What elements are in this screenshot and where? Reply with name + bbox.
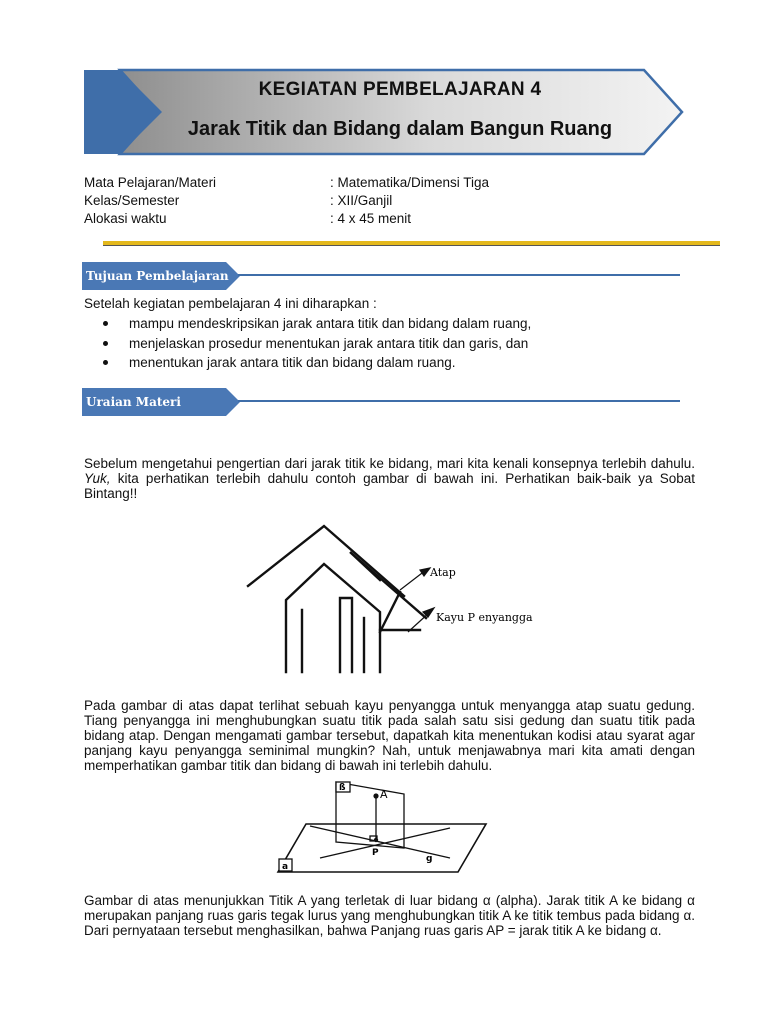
bullet-icon bbox=[103, 321, 108, 326]
paragraph-definition: Gambar di atas menunjukkan Titik A yang terletak di luar bidang α (alpha). Jarak titik A ke bidang α merupakan panjang ruas garis tegak lurus yang menghubungkan titik A ke titik tembus pada bidang α. Dari pernyataan tersebut menghasilkan, bahwa Panjang ruas garis AP = jarak titik A ke bidang α. bbox=[84, 893, 695, 938]
bullet-icon bbox=[103, 341, 108, 346]
paragraph-roof-explanation: Pada gambar di atas dapat terlihat sebuah kayu penyangga untuk menyangga atap suatu gedung. Tiang penyangga ini menghubungkan suatu titik pada salah satu sisi gedung dan suatu titik pada bidang atap. Dengan mengamati gambar tersebut, dapatkah kita menentukan kodisi atau syarat agar panjang kayu penyangga seminimal mungkin? Nah, untuk menjawabnya mari kita amati dengan memperhatikan gambar titik dan bidang di bawah ini terlebih dahulu. bbox=[84, 698, 695, 773]
list-item-text: menjelaskan prosedur menentukan jarak antara titik dan garis, dan bbox=[129, 335, 529, 351]
label-atap: Atap bbox=[430, 566, 456, 579]
meta-value-time: : 4 x 45 menit bbox=[330, 211, 412, 226]
section-rule-uraian bbox=[238, 400, 680, 402]
point-plane-figure bbox=[270, 778, 510, 878]
meta-label-class: Kelas/Semester bbox=[84, 193, 180, 208]
objectives-list bbox=[100, 314, 531, 373]
list-item bbox=[100, 353, 531, 373]
paragraph-intro: Sebelum mengetahui pengertian dari jarak titik ke bidang, mari kita kenali konsepnya terlebih dahulu. Yuk, kita perhatikan terlebih dahulu contoh gambar di bawah ini. Perhatikan baik-baik ya Sobat Bintang!! bbox=[84, 456, 695, 501]
list-item bbox=[100, 334, 531, 354]
list-item-text: mampu mendeskripsikan jarak antara titik dan bidang dalam ruang, bbox=[129, 316, 532, 331]
label-alpha: a bbox=[282, 862, 289, 872]
section-heading-uraian: Uraian Materi bbox=[86, 395, 181, 409]
page-subtitle: Jarak Titik dan Bidang dalam Bangun Ruang bbox=[187, 118, 613, 140]
meta-value-class: : XII/Ganjil bbox=[330, 193, 393, 208]
label-point-a: A bbox=[380, 788, 388, 801]
list-item-text: menentukan jarak antara titik dan bidang dalam ruang. bbox=[129, 355, 456, 370]
page-title: KEGIATAN PEMBELAJARAN 4 bbox=[258, 79, 542, 100]
tujuan-intro: Setelah kegiatan pembelajaran 4 ini diharapkan : bbox=[84, 296, 377, 311]
divider bbox=[103, 241, 720, 245]
list-item bbox=[100, 314, 531, 334]
label-beta: ß bbox=[339, 783, 346, 793]
label-kayu-penyangga: Kayu P enyangga bbox=[436, 611, 533, 624]
meta-label-time: Alokasi waktu bbox=[84, 211, 167, 226]
label-point-p: P bbox=[372, 848, 379, 858]
bullet-icon bbox=[103, 360, 108, 365]
section-rule-tujuan bbox=[238, 274, 680, 276]
meta-label-subject: Mata Pelajaran/Materi bbox=[84, 175, 217, 190]
section-heading-tujuan: Tujuan Pembelajaran bbox=[86, 269, 229, 283]
roof-support-figure bbox=[240, 520, 540, 680]
meta-value-subject: : Matematika/Dimensi Tiga bbox=[330, 175, 490, 190]
label-line-g: g bbox=[426, 854, 433, 864]
